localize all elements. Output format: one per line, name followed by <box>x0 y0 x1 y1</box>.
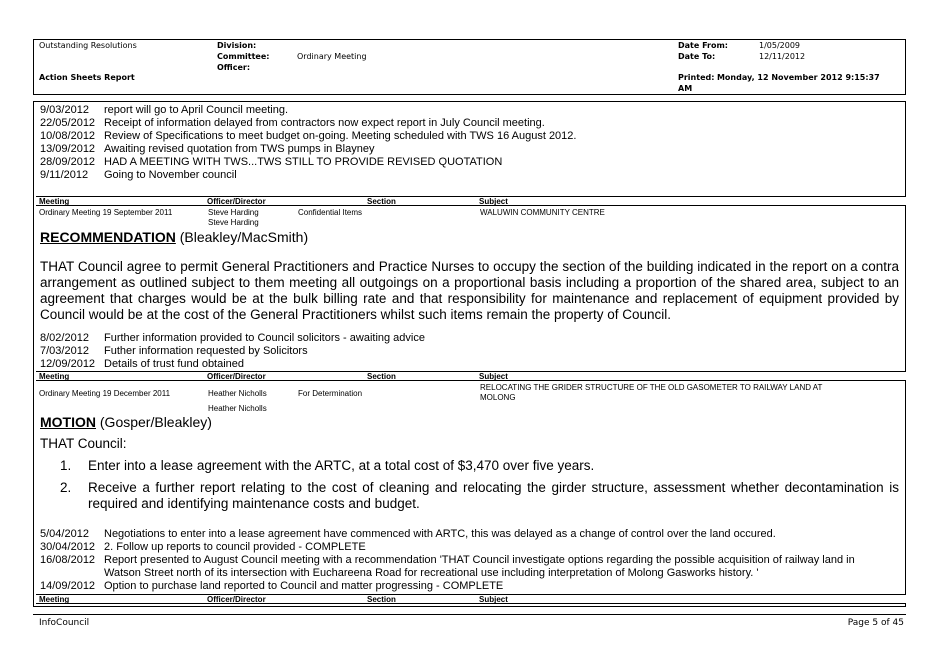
item-text: required and identifying maintenance costs and budget. <box>88 496 420 511</box>
heading-word: MOTION <box>40 414 96 430</box>
col-section: Section <box>367 595 396 604</box>
report-name: Outstanding Resolutions <box>39 41 137 50</box>
col-meeting: Meeting <box>39 197 70 206</box>
resolution-item <box>60 458 899 474</box>
date-to-label: Date To: <box>678 52 716 61</box>
meeting-name: Ordinary Meeting 19 September 2011 <box>39 208 173 217</box>
printed-value-cont: AM <box>678 84 693 93</box>
action-entry: 30/04/2012 2. Follow up reports to council provided - COMPLETE <box>40 541 366 553</box>
heading-movers: (Gosper/Bleakley) <box>99 414 212 430</box>
officer-name: Heather Nicholls <box>208 404 267 413</box>
col-section: Section <box>367 372 396 381</box>
resolution-line: agreement that charges would be at the bulk billing rate and that responsibility for maintenance and replacement of equipment provided by <box>40 291 899 306</box>
committee-value: Ordinary Meeting <box>297 52 367 61</box>
action-entry: Watson Street north of its intersection with Euchareena Road for recreational use including interpretation of Molong Gasworks history. ' <box>104 567 759 579</box>
resolution-item <box>60 480 899 512</box>
date-to-value: 12/11/2012 <box>759 52 806 61</box>
item-number: 1. <box>60 458 72 473</box>
division-label: Division: <box>217 41 257 50</box>
heading-movers: (Bleakley/MacSmith) <box>179 229 309 245</box>
committee-label: Committee: <box>217 52 270 61</box>
meeting-name: Ordinary Meeting 19 December 2011 <box>39 389 171 398</box>
footer-app-name: InfoCouncil <box>39 618 90 628</box>
column-header-row <box>36 196 906 206</box>
col-officer: Officer/Director <box>207 372 266 381</box>
subject-text: WALUWIN COMMUNITY CENTRE <box>480 208 605 217</box>
printed-label: Printed: <box>678 73 715 82</box>
action-entry: 10/08/2012 Review of Specifications to meet budget on-going. Meeting scheduled with TWS 16 August 2012. <box>40 130 577 142</box>
officer-label: Officer: <box>217 63 251 72</box>
footer-rule <box>33 614 906 615</box>
col-meeting: Meeting <box>39 595 70 604</box>
col-officer: Officer/Director <box>207 595 266 604</box>
section-name: For Determination <box>298 389 363 398</box>
resolution-line: Council would be at the cost of the General Practitioners whilst such items remain the property of Council. <box>40 307 672 322</box>
report-type: Action Sheets Report <box>39 73 135 82</box>
action-entry: 9/11/2012 Going to November council <box>40 169 237 181</box>
col-subject: Subject <box>479 372 508 381</box>
action-entry: 9/03/2012 report will go to April Council meeting. <box>40 104 289 116</box>
col-officer: Officer/Director <box>207 197 266 206</box>
action-entry: 28/09/2012 HAD A MEETING WITH TWS...TWS STILL TO PROVIDE REVISED QUOTATION <box>40 156 503 168</box>
motion-heading <box>40 414 212 430</box>
col-subject: Subject <box>479 595 508 604</box>
item-text: Enter into a lease agreement with the ARTC, at a total cost of $3,470 over five years. <box>88 458 595 473</box>
action-entry: 7/03/2012 Futher information requested by Solicitors <box>40 345 308 357</box>
heading-word: RECOMMENDATION <box>40 229 176 245</box>
column-header-row <box>36 371 906 381</box>
action-entry: 14/09/2012 Option to purchase land reported to Council and matter progressing - COMPLETE <box>40 580 504 592</box>
column-header-row <box>36 594 906 604</box>
col-subject: Subject <box>479 197 508 206</box>
date-from-label: Date From: <box>678 41 729 50</box>
officer-name: Heather Nicholls <box>208 389 267 398</box>
recommendation-heading <box>40 229 308 245</box>
item-text: Receive a further report relating to the cost of cleaning and relocating the girder structure, assessment whether decontamination is <box>88 480 899 495</box>
footer-page-number: Page 5 of 45 <box>847 618 904 628</box>
section-name: Confidential Items <box>298 208 363 217</box>
officer-name: Steve Harding <box>208 218 259 227</box>
action-entry: 16/08/2012 Report presented to August Council meeting with a recommendation 'THAT Council investigate options regarding the possible acquisition of railway land in <box>40 554 855 566</box>
resolution-intro: THAT Council: <box>40 436 127 451</box>
action-entry: 8/02/2012 Further information provided to Council solicitors - awaiting advice <box>40 332 425 344</box>
col-meeting: Meeting <box>39 372 70 381</box>
action-entry: 12/09/2012 Details of trust fund obtained <box>40 358 245 370</box>
printed-value: Monday, 12 November 2012 9:15:37 <box>716 73 880 82</box>
date-from-value: 1/05/2009 <box>759 41 801 50</box>
printed-line <box>678 73 880 82</box>
action-entry: 5/04/2012 Negotiations to enter into a lease agreement have commenced with ARTC, this was delayed as a change of control over the land occured. <box>40 528 776 540</box>
resolution-line: arrangement as outlined subject to them meeting all outgoings on a proportional basis including a proportion of the shared area, subject to an <box>40 275 899 290</box>
action-entry: 13/09/2012 Awaiting revised quotation from TWS pumps in Blayney <box>40 143 375 155</box>
resolution-line: THAT Council agree to permit General Practitioners and Practice Nurses to occupy the section of the building indicated in the report on a contra <box>40 259 899 274</box>
subject-text: MOLONG <box>480 393 516 402</box>
action-entry: 22/05/2012 Receipt of information delayed from contractors now expect report in July Council meeting. <box>40 117 545 129</box>
col-section: Section <box>367 197 396 206</box>
item-number: 2. <box>60 480 72 495</box>
officer-name: Steve Harding <box>208 208 259 217</box>
subject-text: RELOCATING THE GRIDER STRUCTURE OF THE OLD GASOMETER TO RAILWAY LAND AT <box>480 383 823 392</box>
